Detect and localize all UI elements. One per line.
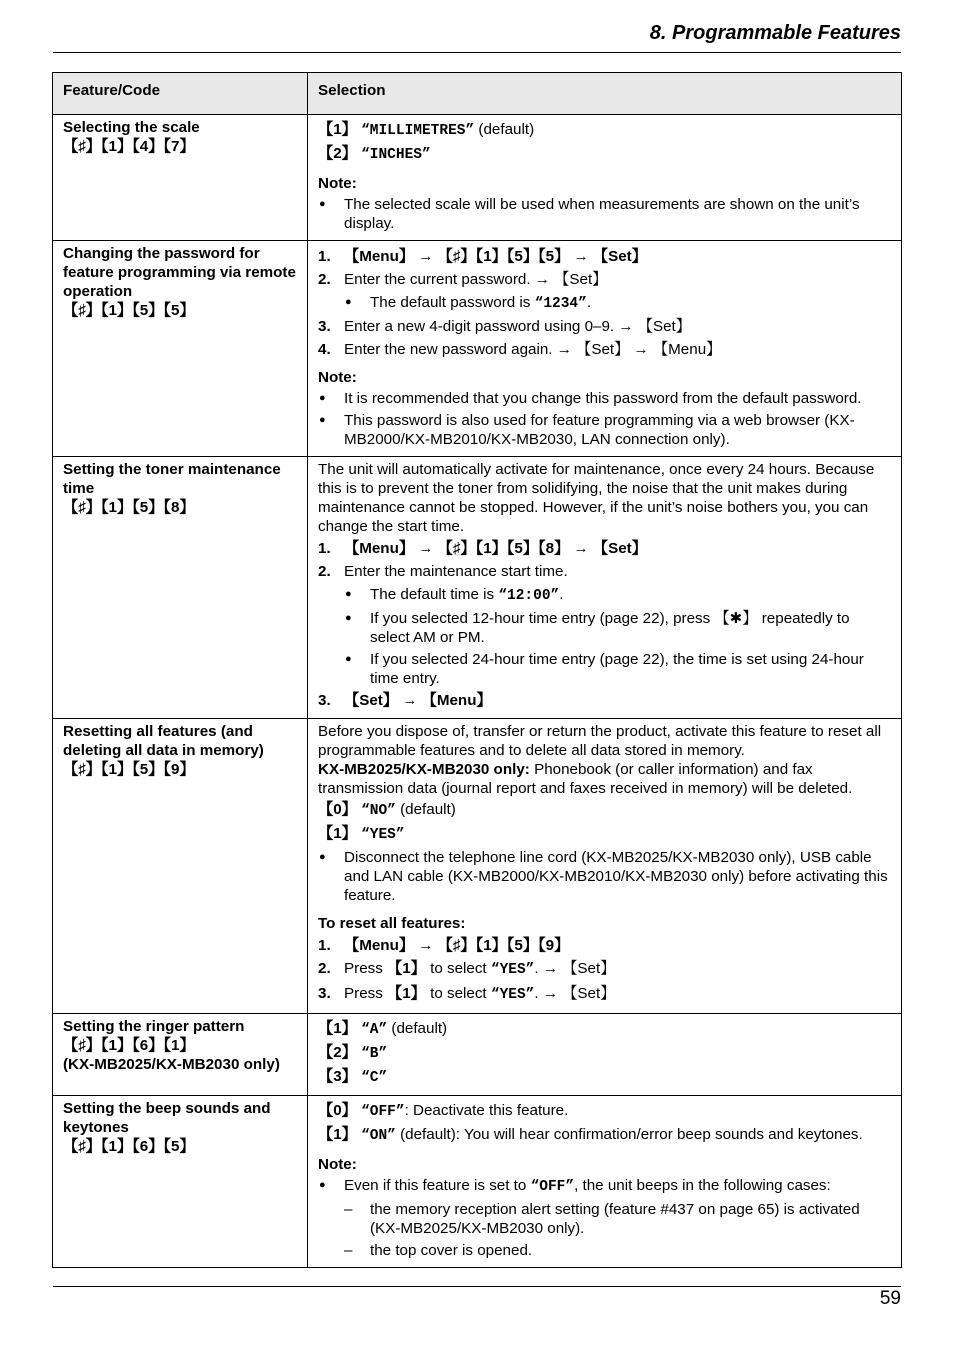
option-value: “YES” bbox=[361, 827, 405, 843]
option-key: 【1】 bbox=[318, 1126, 357, 1143]
step-text: Enter the new password again. → 【Set】 → 【Menu】 bbox=[344, 341, 722, 358]
feature-name: Setting the ringer pattern bbox=[63, 1018, 245, 1035]
step-item bbox=[318, 247, 891, 266]
option-value: “B” bbox=[361, 1046, 388, 1062]
bullet-end: . bbox=[559, 586, 564, 603]
bullet-value: “1234” bbox=[534, 296, 587, 312]
feature-name: Selecting the scale bbox=[63, 119, 200, 136]
step-number: 1. bbox=[318, 248, 331, 265]
step-text: 【Menu】 → 【♯】【1】【5】【5】 → 【Set】 bbox=[344, 248, 647, 265]
feature-code-header: Feature/Code bbox=[53, 73, 308, 115]
step-item bbox=[318, 539, 891, 558]
step-item bbox=[318, 562, 891, 581]
step-text: to select bbox=[425, 960, 491, 977]
step-text: Enter the maintenance start time. bbox=[344, 563, 568, 580]
selection-cell bbox=[308, 1096, 902, 1268]
option-value: “OFF” bbox=[361, 1104, 405, 1120]
note-text: Even if this feature is set to bbox=[344, 1177, 531, 1194]
subsection-label: To reset all features: bbox=[318, 915, 466, 932]
feature-code: 【♯】【1】【5】【9】 bbox=[63, 761, 195, 778]
step-number: 2. bbox=[318, 563, 331, 580]
table-row bbox=[53, 241, 902, 457]
step-item bbox=[318, 340, 891, 359]
feature-code: 【♯】【1】【5】【5】 bbox=[63, 302, 195, 319]
note-item bbox=[318, 1176, 891, 1197]
feature-name: Setting the toner maintenance time bbox=[63, 461, 281, 497]
note-label: Note: bbox=[318, 1156, 357, 1173]
step-item bbox=[318, 984, 891, 1005]
step-text: 【Menu】 → 【♯】【1】【5】【9】 bbox=[344, 937, 570, 954]
step-bullet: ● If you selected 12-hour time entry (page 22), press 【✱】 repeatedly to select AM or PM. bbox=[318, 609, 891, 647]
dash-item: – the memory reception alert setting (feature #437 on page 65) is activated (KX-MB2025/KX-MB2030 only). bbox=[318, 1200, 891, 1238]
bullet-end: . bbox=[586, 294, 592, 311]
feature-cell bbox=[53, 115, 308, 241]
option-line bbox=[318, 1125, 891, 1146]
feature-cell bbox=[53, 719, 308, 1014]
model-label: KX-MB2025/KX-MB2030 only: bbox=[318, 761, 530, 778]
option-key: 【1】 bbox=[318, 121, 357, 138]
step-bullet bbox=[318, 585, 891, 606]
feature-name: Resetting all features (and deleting all data in memory) bbox=[63, 723, 264, 759]
table-header-row bbox=[53, 73, 902, 115]
option-key: 【1】 bbox=[318, 825, 357, 842]
feature-code: 【♯】【1】【6】【1】 bbox=[63, 1037, 195, 1054]
intro-text: The unit will automatically activate for maintenance, once every 24 hours. Because this is to prevent the toner from solidifying, the noise that the unit makes during maintenance cannot be stopped. However, if the unit’s noise bothers you, you can change the start time. bbox=[318, 461, 875, 535]
step-number: 3. bbox=[318, 318, 331, 335]
step-key: 【1】 bbox=[387, 960, 426, 977]
option-line bbox=[318, 800, 891, 821]
table-row bbox=[53, 719, 902, 1014]
option-key: 【2】 bbox=[318, 145, 357, 162]
feature-code: 【♯】【1】【4】【7】 bbox=[63, 138, 195, 155]
note-label: Note: bbox=[318, 369, 357, 386]
option-value: “C” bbox=[361, 1070, 388, 1086]
step-number: 4. bbox=[318, 341, 331, 358]
option-key: 【0】 bbox=[318, 801, 357, 818]
footer-divider bbox=[53, 1286, 901, 1287]
feature-cell bbox=[53, 457, 308, 719]
option-line bbox=[318, 144, 891, 165]
table-row bbox=[53, 115, 902, 241]
step-bullet: ● If you selected 24-hour time entry (page 22), the time is set using 24-hour time entry. bbox=[318, 650, 891, 688]
step-number: 2. bbox=[318, 271, 331, 288]
bullet-value: “12:00” bbox=[498, 588, 560, 604]
step-item bbox=[318, 959, 891, 980]
option-key: 【3】 bbox=[318, 1068, 357, 1085]
step-number: 1. bbox=[318, 540, 331, 557]
step-number: 3. bbox=[318, 985, 331, 1002]
feature-table bbox=[52, 72, 902, 1268]
option-suffix: (default): You will hear confirmation/error beep sounds and keytones. bbox=[395, 1126, 863, 1143]
model-note: (KX-MB2025/KX-MB2030 only) bbox=[63, 1056, 280, 1073]
option-suffix: (default) bbox=[395, 801, 456, 818]
option-suffix: (default) bbox=[474, 121, 535, 138]
option-line bbox=[318, 1019, 891, 1040]
step-item bbox=[318, 270, 891, 289]
option-value: “ON” bbox=[361, 1128, 396, 1144]
selection-cell bbox=[308, 115, 902, 241]
note-item: ● Disconnect the telephone line cord (KX-MB2025/KX-MB2030 only), USB cable and LAN cable (KX-MB2000/KX-MB2010/KX-MB2030 only) before activating this feature. bbox=[318, 848, 891, 905]
note-text: , the unit beeps in the following cases: bbox=[574, 1177, 831, 1194]
step-text: 【Set】 → 【Menu】 bbox=[344, 692, 492, 709]
option-key: 【0】 bbox=[318, 1102, 357, 1119]
note-value: “OFF” bbox=[530, 1179, 575, 1195]
step-item bbox=[318, 936, 891, 955]
step-value: “YES” bbox=[490, 962, 535, 978]
page-number: 59 bbox=[879, 1288, 901, 1309]
step-text: Press bbox=[344, 960, 388, 977]
intro-text: Before you dispose of, transfer or return the product, activate this feature to reset all programmable features and to delete all data stored in memory. bbox=[318, 723, 882, 759]
step-text: Press bbox=[344, 985, 388, 1002]
selection-cell bbox=[308, 719, 902, 1014]
step-number: 1. bbox=[318, 937, 331, 954]
option-line bbox=[318, 1043, 891, 1064]
note-item: ● The selected scale will be used when measurements are shown on the unit’s display. bbox=[318, 195, 891, 233]
step-text: Enter the current password. → 【Set】 bbox=[344, 271, 608, 288]
note-item: ● It is recommended that you change this password from the default password. bbox=[318, 389, 891, 408]
step-text: to select bbox=[425, 985, 491, 1002]
step-bullet bbox=[318, 293, 891, 314]
option-suffix: : Deactivate this feature. bbox=[404, 1102, 569, 1119]
model-paragraph bbox=[318, 760, 891, 798]
feature-code: 【♯】【1】【5】【8】 bbox=[63, 499, 195, 516]
step-text: 【Menu】 → 【♯】【1】【5】【8】 → 【Set】 bbox=[344, 540, 647, 557]
header-divider bbox=[53, 52, 901, 53]
feature-code: 【♯】【1】【6】【5】 bbox=[63, 1138, 195, 1155]
selection-cell bbox=[308, 241, 902, 457]
selection-cell bbox=[308, 457, 902, 719]
option-value: “MILLIMETRES” bbox=[361, 123, 475, 139]
model-text: Phonebook (or caller information) and fax transmission data (journal report and faxes received in memory) will be deleted. bbox=[318, 761, 853, 797]
table-row bbox=[53, 1014, 902, 1096]
step-text: . → 【Set】 bbox=[534, 960, 616, 977]
step-key: 【1】 bbox=[387, 985, 426, 1002]
step-number: 3. bbox=[318, 692, 331, 709]
option-value: “A” bbox=[361, 1022, 388, 1038]
feature-cell bbox=[53, 241, 308, 457]
option-line bbox=[318, 1101, 891, 1122]
feature-cell bbox=[53, 1014, 308, 1096]
feature-cell bbox=[53, 1096, 308, 1268]
section-title: 8. Programmable Features bbox=[649, 22, 901, 44]
table-row bbox=[53, 1096, 902, 1268]
step-text: . → 【Set】 bbox=[534, 985, 616, 1002]
step-item bbox=[318, 317, 891, 336]
bullet-text: The default password is bbox=[370, 294, 535, 311]
option-key: 【2】 bbox=[318, 1044, 357, 1061]
option-line bbox=[318, 120, 891, 141]
note-item: ● This password is also used for feature programming via a web browser (KX-MB2000/KX-MB2010/KX-MB2030, LAN connection only). bbox=[318, 411, 891, 449]
step-text: Enter a new 4-digit password using 0–9. → 【Set】 bbox=[344, 318, 691, 335]
bullet-text: The default time is bbox=[370, 586, 499, 603]
option-line bbox=[318, 1067, 891, 1088]
selection-cell bbox=[308, 1014, 902, 1096]
step-number: 2. bbox=[318, 960, 331, 977]
note-label: Note: bbox=[318, 175, 357, 192]
step-value: “YES” bbox=[490, 987, 535, 1003]
dash-item: – the top cover is opened. bbox=[318, 1241, 891, 1260]
feature-name: Changing the password for feature programming via remote operation bbox=[63, 245, 296, 300]
option-suffix: (default) bbox=[387, 1020, 448, 1037]
option-key: 【1】 bbox=[318, 1020, 357, 1037]
feature-name: Setting the beep sounds and keytones bbox=[63, 1100, 271, 1136]
table-row bbox=[53, 457, 902, 719]
option-value: “NO” bbox=[361, 803, 396, 819]
step-item bbox=[318, 691, 891, 710]
option-line bbox=[318, 824, 891, 845]
option-value: “INCHES” bbox=[361, 147, 431, 163]
selection-header: Selection bbox=[308, 73, 902, 115]
